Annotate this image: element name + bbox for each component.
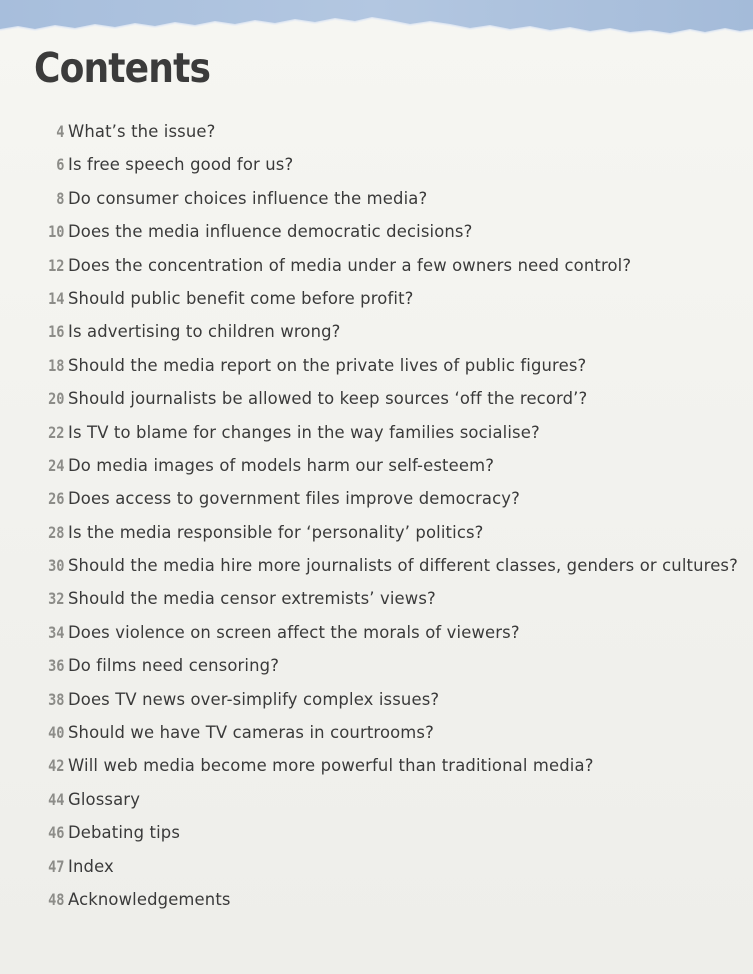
torn-paper-band	[0, 0, 753, 40]
toc-page-number: 20	[48, 389, 65, 409]
toc-entry-title: Does TV news over-simplify complex issues?	[68, 689, 440, 709]
toc-entry-title: Does the concentration of media under a few owners need control?	[68, 255, 632, 275]
toc-entry	[0, 182, 753, 215]
toc-entry-title: Does violence on screen affect the morals of viewers?	[68, 622, 520, 642]
toc-entry-title: Should the media censor extremists’ views?	[68, 589, 436, 609]
toc-entry	[0, 482, 753, 515]
toc-entry	[0, 449, 753, 482]
toc-entry	[0, 315, 753, 348]
torn-paper-band-shape	[0, 0, 753, 40]
toc-page-number: 8	[56, 188, 65, 208]
toc-entry-title: Do consumer choices influence the media?	[68, 188, 428, 208]
toc-page-number: 32	[48, 589, 65, 609]
toc-entry-title: Does the media influence democratic decisions?	[68, 222, 473, 242]
toc-entry-title: Is advertising to children wrong?	[68, 322, 341, 342]
toc-page-number: 30	[48, 556, 65, 576]
toc-entry	[0, 115, 753, 148]
toc-page-number: 36	[48, 656, 65, 676]
toc-entry	[0, 783, 753, 816]
toc-entry	[0, 816, 753, 849]
toc-entry	[0, 349, 753, 382]
toc-entry	[0, 582, 753, 615]
toc-entry-title: Should public benefit come before profit?	[68, 288, 414, 308]
toc-page-number: 14	[48, 288, 65, 308]
toc-page-number: 6	[56, 155, 65, 175]
toc-page-number: 28	[48, 522, 65, 542]
toc-page-number: 26	[48, 489, 65, 509]
toc-entry-title: Is TV to blame for changes in the way families socialise?	[68, 422, 540, 442]
toc-entry-title: Is free speech good for us?	[68, 155, 294, 175]
toc-entry-title: Is the media responsible for ‘personality’ politics?	[68, 522, 484, 542]
toc-entry	[0, 616, 753, 649]
toc-page-number: 16	[48, 322, 65, 342]
toc-entry-title: What’s the issue?	[68, 122, 216, 141]
toc-entry	[0, 215, 753, 248]
toc-entry	[0, 883, 753, 916]
toc-page-number: 47	[48, 856, 65, 876]
toc-page-number: 48	[48, 889, 65, 909]
toc-page-number: 46	[48, 823, 65, 843]
toc-entry	[0, 850, 753, 883]
toc-page-number: 38	[48, 689, 65, 709]
toc-entry	[0, 148, 753, 181]
toc-entry-title: Do media images of models harm our self-esteem?	[68, 455, 495, 475]
page-title: Contents	[34, 44, 211, 92]
toc-page-number: 34	[48, 622, 65, 642]
toc-page-number: 42	[48, 756, 65, 776]
toc-page-number: 10	[48, 222, 65, 242]
toc-entry	[0, 416, 753, 449]
toc-entry-title: Will web media become more powerful than traditional media?	[68, 756, 594, 776]
toc-entry	[0, 649, 753, 682]
toc-page-number: 22	[48, 422, 65, 442]
toc-entry-title: Should we have TV cameras in courtrooms?	[68, 723, 434, 743]
table-of-contents	[0, 115, 753, 916]
toc-entry	[0, 716, 753, 749]
toc-entry-title: Debating tips	[68, 823, 181, 843]
toc-entry-title: Does access to government files improve democracy?	[68, 489, 520, 509]
toc-entry-title: Glossary	[68, 789, 141, 809]
toc-entry-title: Should journalists be allowed to keep sources ‘off the record’?	[68, 389, 588, 409]
toc-page-number: 12	[48, 255, 65, 275]
toc-entry	[0, 683, 753, 716]
toc-entry-title: Should the media hire more journalists of different classes, genders or cultures?	[68, 556, 738, 576]
toc-entry	[0, 549, 753, 582]
toc-entry-title: Should the media report on the private lives of public figures?	[68, 355, 587, 375]
toc-entry	[0, 249, 753, 282]
toc-page-number: 24	[48, 455, 65, 475]
toc-entry-title: Do films need censoring?	[68, 656, 280, 676]
toc-entry-title: Index	[68, 856, 114, 876]
toc-page-number: 4	[56, 122, 65, 141]
toc-entry-title: Acknowledgements	[68, 889, 231, 909]
toc-page-number: 44	[48, 789, 65, 809]
toc-entry	[0, 382, 753, 415]
toc-page-number: 18	[48, 355, 65, 375]
toc-entry	[0, 282, 753, 315]
toc-page-number: 40	[48, 723, 65, 743]
toc-entry	[0, 516, 753, 549]
toc-entry	[0, 749, 753, 782]
